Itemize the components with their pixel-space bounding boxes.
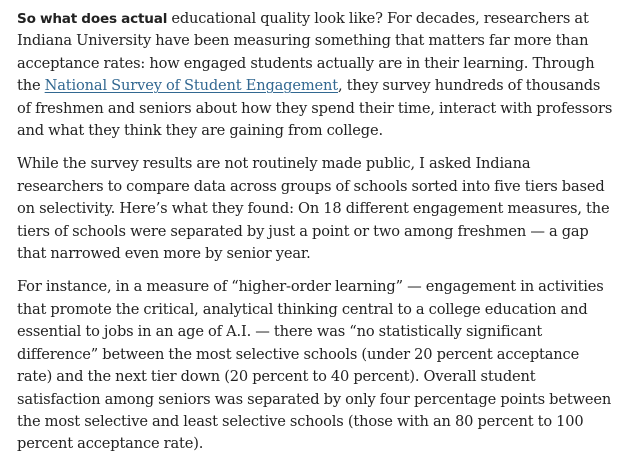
lead-in-text: So what does actual <box>17 11 168 27</box>
paragraph-1 <box>17 8 617 142</box>
paragraph-3: For instance, in a measure of “higher-order learning” — engagement in activities that promote the critical, analytical thinking central to a college education and essential to jobs in an age of A.I. — there was “no statistically significant difference” between the most selective schools (under 20 percent acceptance rate) and the next tier down (20 percent to 40 percent). Overall student satisfaction among seniors was separated by only four percentage points between the most selective and least selective schools (those with an 80 percent to 100 percent acceptance rate). <box>17 278 612 453</box>
article-body <box>17 8 617 467</box>
nsse-survey-link[interactable]: National Survey of Student Engagement <box>44 77 339 95</box>
paragraph-1-text-end: , they survey hundreds of thousands of freshmen and seniors about how they spend their time, interact with professors and what they think they are gaining from college. <box>17 77 613 140</box>
paragraph-2: While the survey results are not routinely made public, I asked Indiana researchers to compare data across groups of schools sorted into five tiers based on selectivity. Here’s what they found: On 18 different engagement measures, the tiers of schools were separated by just a point or two among freshmen — a gap that narrowed even more by senior year. <box>17 155 610 263</box>
paragraph-1-text-start: educational quality look like? For decades, researchers at Indiana University have been measuring something that matters far more than acceptance rates: how engaged students actually are in their learning. Through the <box>17 10 595 95</box>
